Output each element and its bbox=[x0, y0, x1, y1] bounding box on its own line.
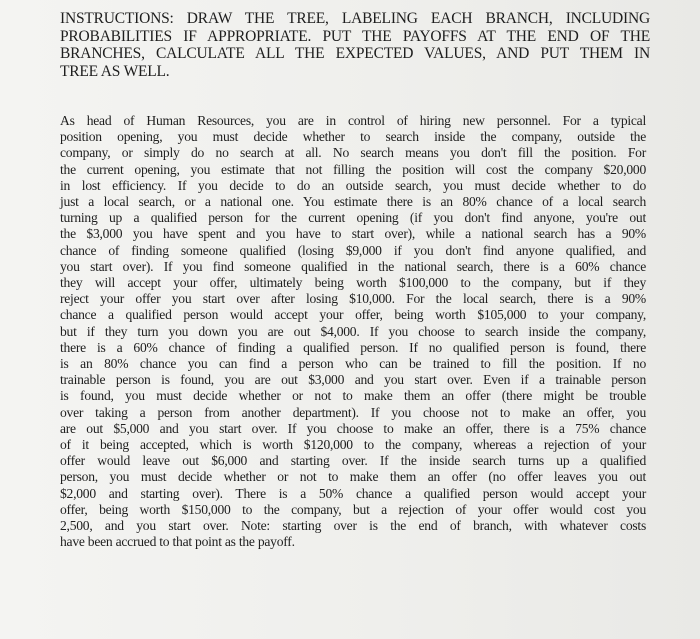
problem-line: the $3,000 you have spent and you have to start over), while a national search has a 90% bbox=[60, 226, 646, 242]
problem-line: over taking a person from another department). If you choose not to make an offer, you bbox=[60, 404, 646, 420]
problem-line: $2,000 and starting over). There is a 50% chance a qualified person would accept your bbox=[60, 485, 646, 501]
problem-line: you start over). If you find someone qualified in the national search, there is a 60% chance bbox=[60, 258, 646, 274]
instructions-line: INSTRUCTIONS: DRAW THE TREE, LABELING EACH BRANCH, INCLUDING bbox=[60, 10, 650, 27]
problem-line: reject your offer you start over after losing $10,000. For the local search, there is a 90% bbox=[60, 291, 646, 307]
instructions-line: BRANCHES, CALCULATE ALL THE EXPECTED VALUES, AND PUT THEM IN bbox=[60, 45, 650, 62]
problem-line: just a local search, or a national one. You estimate there is an 80% chance of a local search bbox=[60, 194, 646, 210]
problem-line: company, or simply do no search at all. No search means you don't fill the position. For bbox=[60, 145, 646, 161]
problem-line: there is a 60% chance of finding a qualified person. If no qualified person is found, there bbox=[60, 339, 646, 355]
problem-line: turning up a qualified person for the current opening (if you don't find anyone, you're out bbox=[60, 210, 646, 226]
problem-line: person, you must decide whether or not to make them an offer (no offer leaves you out bbox=[60, 469, 646, 485]
problem-line: in lost efficiency. If you decide to do an outside search, you must decide whether to do bbox=[60, 177, 646, 193]
problem-line: is an 80% chance you can find a person who can be trained to fill the position. If no bbox=[60, 356, 646, 372]
problem-line: of it being accepted, which is worth $120,000 to the company, whereas a rejection of your bbox=[60, 437, 646, 453]
problem-line: chance a qualified person would accept your offer, being worth $105,000 to your company, bbox=[60, 307, 646, 323]
instructions-line: PROBABILITIES IF APPROPRIATE. PUT THE PAYOFFS AT THE END OF THE bbox=[60, 27, 650, 45]
instructions-line: TREE AS WELL. bbox=[60, 62, 170, 80]
problem-line: they will accept your offer, ultimately being worth $100,000 to the company, but if they bbox=[60, 275, 646, 291]
instructions-block bbox=[60, 10, 650, 80]
problem-line: position opening, you must decide whether to search inside the company, outside the bbox=[60, 129, 646, 145]
problem-line: is found, you must decide whether or not to make them an offer (there might be trouble bbox=[60, 388, 646, 404]
problem-line: are out $5,000 and you start over. If you choose to make an offer, there is a 75% chance bbox=[60, 420, 646, 436]
problem-line: chance of finding someone qualified (losing $9,000 if you don't find anyone qualified, and bbox=[60, 242, 646, 258]
problem-line: 2,500, and you start over. Note: starting over is the end of branch, with whatever costs bbox=[60, 518, 646, 534]
problem-line: have been accrued to that point as the payoff. bbox=[60, 534, 295, 550]
problem-line: offer, being worth $150,000 to the company, but a rejection of your offer would cost you bbox=[60, 501, 646, 517]
problem-line: trainable person is found, you are out $3,000 and you start over. Even if a trainable person bbox=[60, 372, 646, 388]
problem-line: the current opening, you estimate that not filling the position will cost the company $20,000 bbox=[60, 161, 646, 177]
problem-line: but if they turn you down you are out $4,000. If you choose to search inside the company, bbox=[60, 323, 646, 339]
problem-line: offer would leave out $6,000 and starting over. If the inside search turns up a qualified bbox=[60, 453, 646, 469]
problem-text bbox=[60, 113, 646, 550]
problem-line: As head of Human Resources, you are in control of hiring new personnel. For a typical bbox=[60, 113, 646, 128]
